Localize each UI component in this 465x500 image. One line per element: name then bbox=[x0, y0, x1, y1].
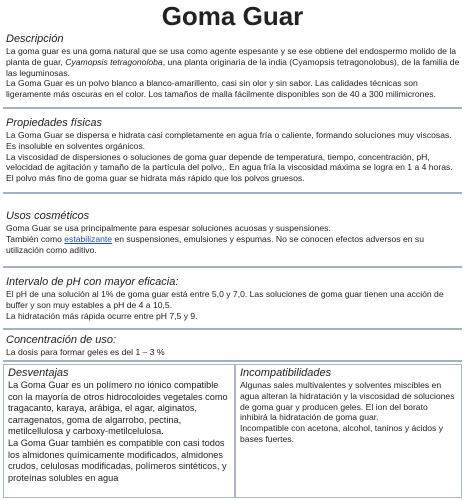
section-usos bbox=[3, 210, 462, 268]
section-heading: Usos cosméticos bbox=[6, 210, 90, 222]
paragraph: Algunas sales multivalentes y solventes miscibles en agua alteran la hidratación y la viscosidad de soluciones de goma guar y producen geles. El ion del borato inhibirá la hidratación de goma guar. bbox=[240, 380, 455, 423]
italic-species-name: Cyamopsis tetragonoloba bbox=[65, 56, 163, 67]
section-heading: Descripción bbox=[6, 33, 64, 45]
paragraph: La hidratación más rápida ocurre entre pH 7,5 y 9. bbox=[6, 310, 198, 321]
paragraph: Incompatible con acetona, alcohol, taninos y ácidos y bases fuertes. bbox=[240, 423, 444, 444]
section-body bbox=[3, 130, 462, 184]
paragraph bbox=[6, 234, 460, 256]
section-concentracion bbox=[3, 334, 462, 362]
section-heading: Propiedades físicas bbox=[6, 117, 102, 129]
page-title: Goma Guar bbox=[161, 1, 304, 31]
section-desventajas bbox=[3, 364, 235, 498]
paragraph: La Goma Guar es un polvo blanco a blanco-amarillento, casi sin olor y sin sabor. Las calidades técnicas son ligeramente más oscuras en el color. Los tamaños de malla fácilmente disponibles son de 40 a 300 milimicrones. bbox=[6, 78, 436, 100]
paragraph: La Goma Guar se dispersa e hidrata casi completamente en agua fría o caliente, formando soluciones muy viscosas. Es insoluble en solventes orgánicos. bbox=[6, 130, 452, 151]
estabilizante-link[interactable]: estabilizante bbox=[64, 233, 113, 244]
text-run: También como bbox=[6, 233, 65, 244]
section-body bbox=[3, 347, 462, 358]
paragraph: La Goma Guar también es compatible con casi todos los almidones químicamente modificados, almidones crudos, celulosas modificadas, polímeros sintéticos, y proteínas solubles en agua bbox=[8, 437, 227, 483]
paragraph: La dosis para formar geles es del 1 – 3 % bbox=[6, 347, 165, 357]
section-heading: Concentración de uso: bbox=[6, 334, 117, 346]
paragraph: La Goma Guar es un polímero no iónico compatible con la mayoría de otros hidrocoloides vegetales como tragacanto, karaya, arábiga, el agar, alginatos, carragenatos, goma de algarrobo, pectina, metilcellulosa y carboxy-metilcelulosa. bbox=[8, 380, 228, 437]
paragraph bbox=[6, 46, 460, 78]
section-heading: Incompatibilidades bbox=[240, 367, 332, 379]
section-body bbox=[240, 380, 457, 445]
text-run: La goma guar es una goma natural que se usa como agente espesante y se ese obtiene del endospermo molido de la planta de guar, bbox=[6, 46, 457, 67]
section-body bbox=[8, 380, 230, 484]
paragraph: Goma Guar se usa principalmente para espesar soluciones acuosas y suspensiones. bbox=[6, 223, 331, 233]
text-run: , una planta originaria de la india (Cyamopsis tetragonolobus), de la familia de las leguminosas. bbox=[6, 56, 460, 78]
section-descripcion bbox=[3, 33, 462, 109]
section-heading: Desventajas bbox=[8, 367, 69, 379]
section-heading: Intervalo de pH con mayor eficacia: bbox=[6, 276, 179, 288]
section-body bbox=[3, 289, 462, 321]
text-run: en suspensiones, emulsiones y espumas. No se conocen efectos adversos en su utilización como aditivo. bbox=[6, 233, 425, 255]
section-propiedades bbox=[3, 117, 462, 194]
section-ph bbox=[3, 276, 462, 330]
paragraph: El pH de una solución al 1% de goma guar está entre 5,0 y 7,0. Las soluciones de goma guar tienen una acción de buffer y son muy estables a pH de 4 a 10,5. bbox=[6, 289, 444, 310]
section-body bbox=[3, 46, 462, 100]
paragraph: La viscosidad de dispersiones o soluciones de goma guar depende de temperatura, tiempo, concentración, pH, velocidad de agitación y tamaño de la partícula del polvo,. En agua fría la viscosidad máxima se logra en 1 a 4 horas. El polvo más fino de goma guar se hidrata más rápido que los polvos gruesos. bbox=[6, 151, 453, 184]
section-incompatibilidades bbox=[235, 364, 462, 498]
section-body bbox=[3, 223, 462, 255]
